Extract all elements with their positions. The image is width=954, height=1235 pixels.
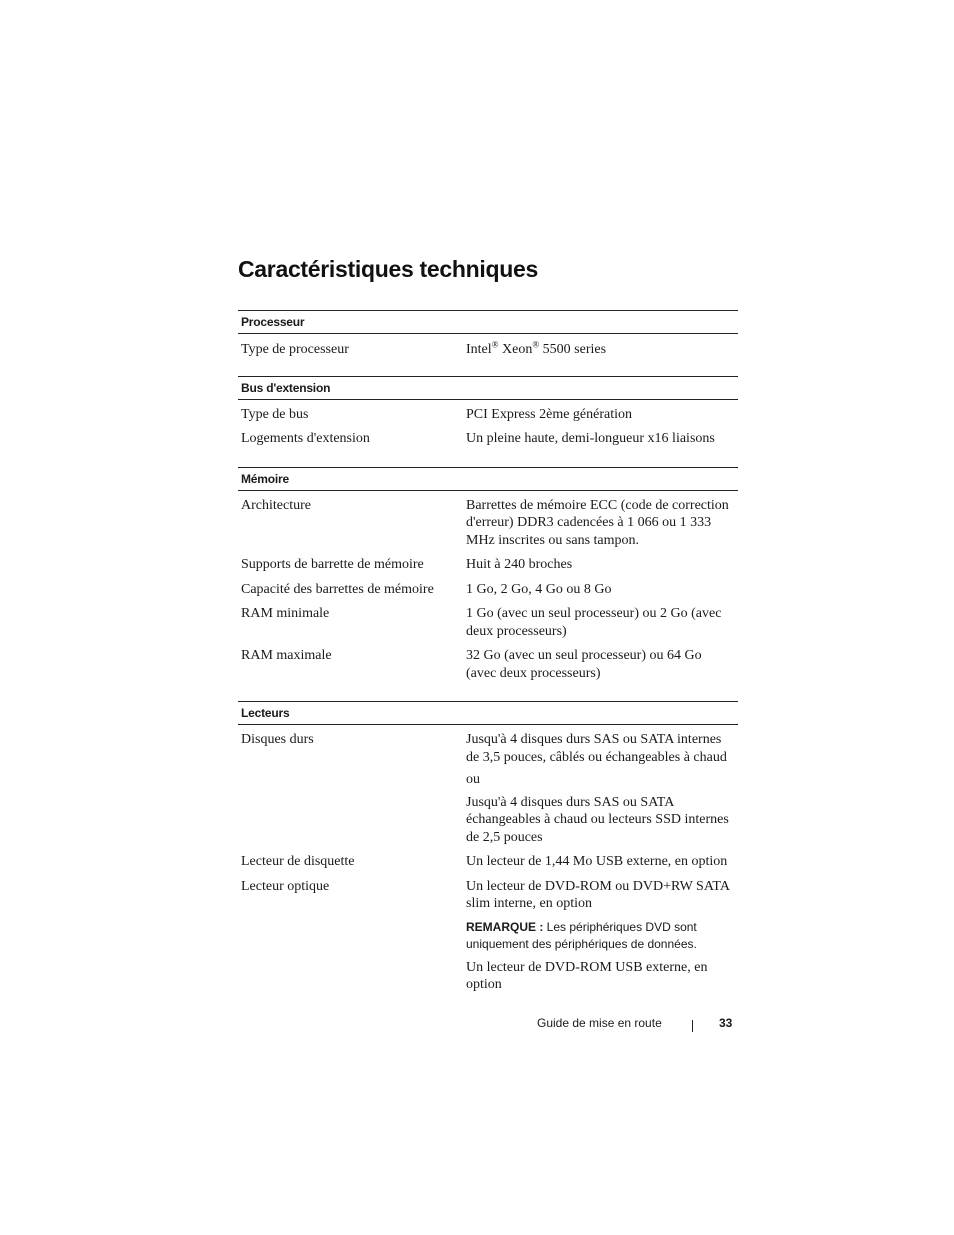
spec-row [238,853,738,871]
note-text: Les périphériques DVD sont uniquement des périphériques de données. [466,919,697,951]
spec-label: RAM minimale [241,606,330,621]
spec-label: Capacité des barrettes de mémoire [241,581,434,597]
spec-value: Barrettes de mémoire ECC (code de correction d'erreur) DDR3 cadencées à 1 066 ou 1 333 MHz inscrites ou sans tampon. [466,497,729,548]
spec-label: Logements d'extension [241,431,370,446]
spec-row [238,647,738,682]
spec-value: PCI Express 2ème génération [466,406,633,422]
spec-label: Disques durs [241,732,314,747]
spec-value: 1 Go (avec un seul processeur) ou 2 Go (avec deux processeurs) [466,606,722,639]
section-bus-extension [238,376,738,467]
spec-table [238,310,738,1013]
spec-row [238,406,738,424]
spec-row [238,731,738,846]
spec-row [238,556,738,574]
spec-label: RAM maximale [241,648,332,663]
spec-value: 1 Go, 2 Go, 4 Go ou 8 Go [466,581,612,597]
spec-row [238,497,738,550]
section-memoire [238,467,738,702]
footer-title: Guide de mise en route [537,1016,662,1030]
value-paragraph: ou [466,772,480,787]
value-paragraph: Jusqu'à 4 disques durs SAS ou SATA internes de 3,5 pouces, câblés ou échangeables à chaud [466,732,727,765]
spec-label: Architecture [241,497,311,513]
value-paragraph: Un lecteur de DVD-ROM ou DVD+RW SATA slim interne, en option [466,878,730,911]
value-paragraph: Un lecteur de DVD-ROM USB externe, en option [466,959,708,992]
spec-row [238,581,738,599]
section-header: Lecteurs [238,701,738,725]
value-paragraph: Jusqu'à 4 disques durs SAS ou SATA échangeables à chaud ou lecteurs SSD internes de 2,5 pouces [466,794,729,845]
section-processeur [238,310,738,376]
page-number: 33 [719,1016,733,1030]
section-lecteurs [238,701,738,1013]
spec-value: 32 Go (avec un seul processeur) ou 64 Go (avec deux processeurs) [466,648,702,681]
spec-row [238,878,738,994]
spec-row [238,605,738,640]
spec-label: Type de processeur [241,342,349,357]
note-label: REMARQUE : [466,919,544,934]
spec-value [466,878,734,994]
spec-value: Huit à 240 broches [466,557,573,572]
spec-value: Intel® Xeon® 5500 series [466,339,607,357]
spec-row [238,430,738,448]
spec-value: Un pleine haute, demi-longueur x16 liaisons [466,431,715,446]
spec-value [466,731,734,846]
spec-label: Type de bus [241,406,309,422]
spec-value: Un lecteur de 1,44 Mo USB externe, en option [466,854,728,869]
section-header: Bus d'extension [238,376,738,400]
section-header: Mémoire [238,467,738,491]
footer-separator [692,1020,693,1032]
spec-label: Lecteur de disquette [241,854,355,869]
spec-row [238,341,738,359]
section-header: Processeur [238,310,738,334]
spec-label: Supports de barrette de mémoire [241,557,424,572]
note [466,919,734,954]
page-title: Caractéristiques techniques [238,256,538,282]
spec-label: Lecteur optique [241,878,330,894]
